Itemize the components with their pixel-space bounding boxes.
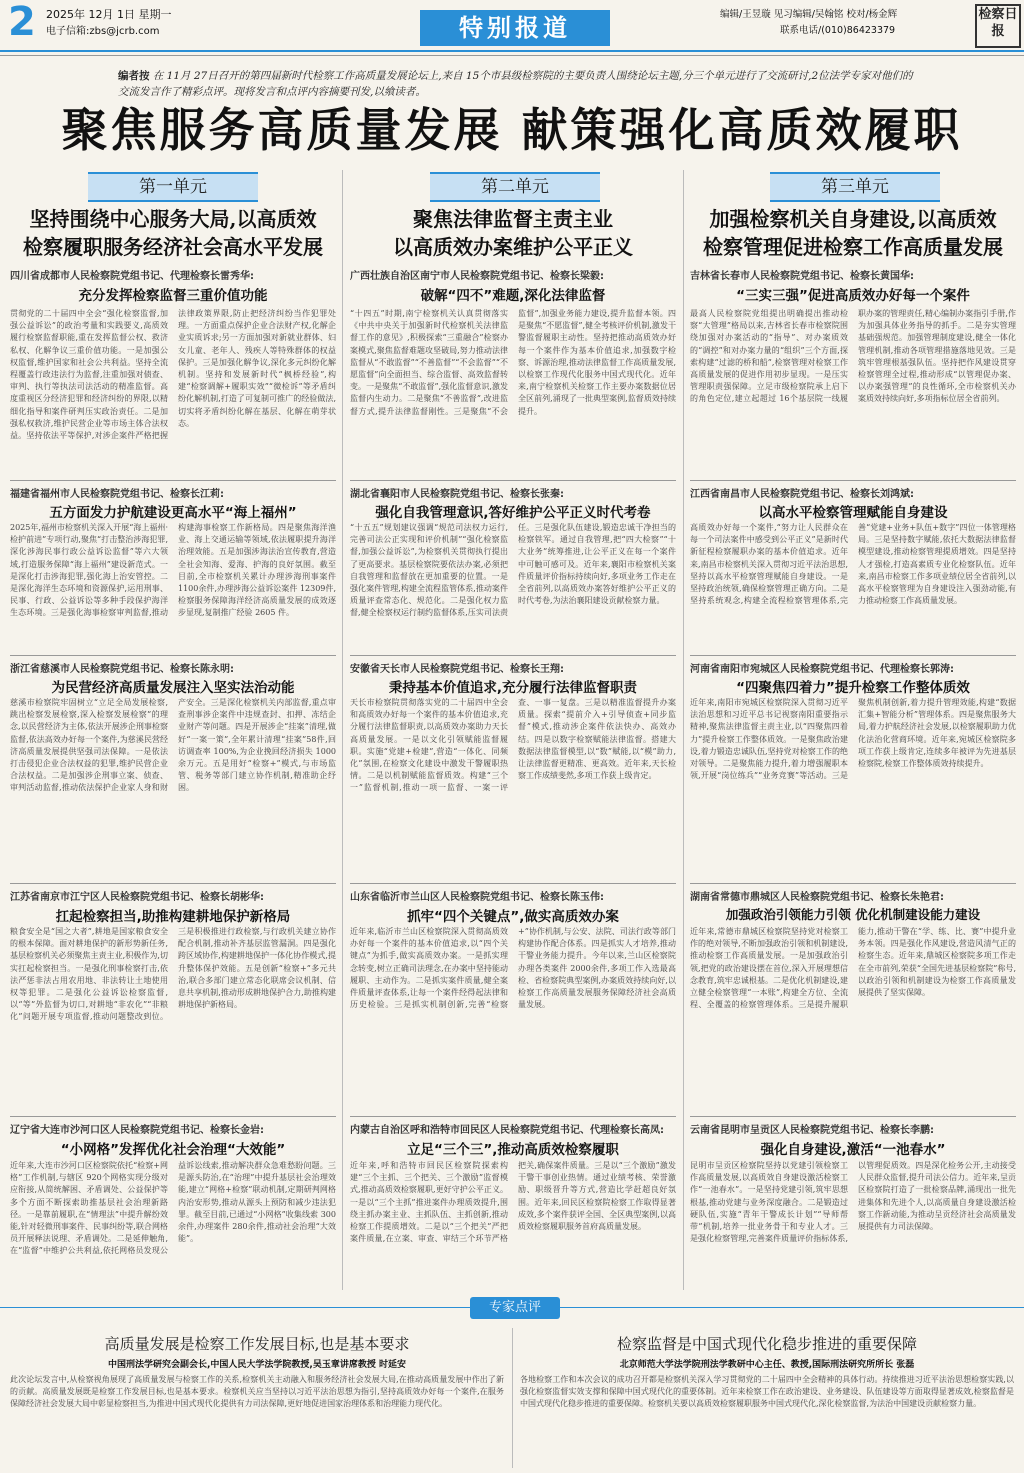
article-body: “十五五”规划建议强调“规范司法权力运行,完善司法公正实现和评价机制”“强化检察监督,加强公益诉讼”,为检察机关贯彻执行提出了更高要求。基层检察院要依法办案,必须把自我管理和监督放在更加重要的位置。一是强化案件管理,构建全流程监管体系,推动案件质量评查常态化、规范化。二是强化权力监督,健全检察权运行制约监督体系,压实司法责任。三是强化队伍建设,锻造忠诚干净担当的检察铁军。通过自我管理,把“四大检察”“十大业务”统筹推进,让公平正义在每一个案件中可触可感可及。近年来,襄阳市检察机关案件质量评价指标持续向好,多项业务工作走在全省前列,以高质效办案答好维护公平正义的时代考卷,为法治襄阳建设贡献检察力量。 (350, 523, 676, 618)
section-title: 特别报道 (420, 10, 610, 46)
article-separator (350, 480, 676, 481)
header-rule-thin (0, 55, 1024, 56)
unit-3-title-line1: 加强检察机关自身建设,以高质效 (709, 207, 997, 231)
commentary-title: 高质量发展是检察工作发展目标,也是基本要求 (104, 1335, 410, 1353)
article-separator (10, 655, 336, 656)
column-divider (512, 1328, 513, 1468)
commentary-body: 各地检察工作和本次会议的成功召开都是检察机关深入学习贯彻党的二十届四中全会精神的具体行动。持续推进习近平法治思想检察实践,以强化检察监督实效支撑和保障中国式现代化的重要体制。近年来检察工作在政治建设、业务建设、队伍建设等方面取得显著成效,检察监督是中国式现代化稳步推进的重要保障。检察机关要以高质效检察履职服务中国式现代化,深化检察监督,为法治中国建设贡献检察力量。 (520, 1375, 1014, 1408)
article-body: 粮食安全是“国之大者”,耕地是国家粮食安全的根本保障。面对耕地保护的新形势新任务,基层检察机关必须聚焦主责主业,积极作为,切实扛起检察担当。一是强化刑事检察打击,依法严惩非法占用农用地、非法转让土地使用权等犯罪。二是强化公益诉讼检察监督,以“等”外监督为切口,对耕地“非农化”“非粮化”问题开展专项监督,推动问题整改到位。三是积极推进行政检察,与行政机关建立协作配合机制,推动补齐基层监管漏洞。四是强化跨区域协作,构建耕地保护一体化协作模式,提升整体保护效能。五是创新“检察+”多元共治,联合多部门建立常态化联席会议机制、信息共享机制,推动形成耕地保护合力,助推构建耕地保护新格局。 (10, 927, 336, 1022)
article-byline: 福建省福州市人民检察院党组书记、检察长江莉: (10, 489, 224, 500)
commentary-author: 中国刑法学研究会副会长,中国人民大学法学院教授,吴玉章讲席教授 时延安 (108, 1360, 406, 1370)
article-byline: 四川省成都市人民检察院党组书记、代理检察长雷秀华: (10, 271, 254, 282)
article-separator (10, 480, 336, 481)
article-title: “小网格”发挥优化社会治理“大效能” (60, 1142, 286, 1158)
headline: 聚焦服务高质量发展 献策强化高质效履职 (61, 103, 963, 157)
article-separator (690, 883, 1016, 884)
email: 电子信箱:zbs@jcrb.com (46, 26, 160, 37)
article-body: 近年来,南阳市宛城区检察院深入贯彻习近平法治思想和习近平总书记视察南阳重要指示精神,聚焦法律监督主责主业,以“四聚焦四着力”提升检察工作整体质效。一是聚焦政治建设,着力锻造忠诚队伍,坚持党对检察工作的绝对领导。二是聚焦能力提升,着力增强履职本领,开展“岗位练兵”“业务竞赛”等活动。三是聚焦机制创新,着力提升管理效能,构建“数据汇集+智能分析”管理体系。四是聚焦服务大局,着力护航经济社会发展,以检察履职助力优化法治化营商环境。近年来,宛城区检察院多项工作获上级肯定,连续多年被评为先进基层检察院,检察工作整体质效持续提升。 (690, 698, 1016, 781)
editor-note (118, 68, 918, 100)
unit-2-title-line1: 聚焦法律监督主责主业 (413, 207, 613, 231)
unit-1-title (6, 205, 340, 261)
article-title: “三实三强”促进高质效办好每一个案件 (736, 288, 970, 304)
editor-note-text: 在 11月 27日召开的第四届新时代检察工作高质量发展论坛上,来自 15个市县级检察院的主要负责人围绕论坛主题,分三个单元进行了交流研讨,2位法学专家对他们的交流发言作了精彩点评。现将发言和点评内容摘要刊发,以飨读者。 (118, 70, 913, 98)
editor-note-label: 编者按 (118, 70, 150, 82)
article-title: 为民营经济高质量发展注入坚实法治动能 (51, 680, 295, 696)
phone: 联系电话/(010)86423379 (780, 25, 896, 36)
article-byline: 内蒙古自治区呼和浩特市回民区人民检察院党组书记、代理检察长高凤: (350, 1125, 664, 1136)
publish-date: 2025年 12月 1日 星期一 (46, 8, 172, 21)
article-separator (690, 655, 1016, 656)
article-title: 加强政治引领能力引领 优化机制建设能力建设 (725, 907, 981, 922)
commentary-body: 此次论坛发言中,从检察视角展现了高质量发展与检察工作的关系,检察机关主动融入和服务经济社会发展大局,在推动高质量发展中作出了新的贡献。高质量发展既是检察工作发展目标,也是基本要求。检察机关应当坚持以习近平法治思想为指引,坚持高质效办好每一个案件,在服务保障经济社会发展大局中彰显检察担当,为推进中国式现代化提供有力司法保障,更好地促进国家治理体系和治理能力现代化。 (10, 1375, 504, 1408)
unit-1-title-line1: 坚持围绕中心服务大局,以高质效 (29, 207, 317, 231)
article-byline: 浙江省慈溪市人民检察院党组书记、检察长陈永明: (10, 664, 234, 675)
column-divider (683, 170, 684, 1290)
article-byline: 云南省昆明市呈贡区人民检察院党组书记、检察长李鹏: (690, 1125, 934, 1136)
article-byline: 江苏省南京市江宁区人民检察院党组书记、检察长胡彬华: (10, 892, 264, 903)
header-rule (0, 50, 1024, 52)
article-byline: 安徽省天长市人民检察院党组书记、检察长王翔: (350, 664, 564, 675)
article-byline: 湖南省常德市鼎城区人民检察院党组书记、检察长朱艳君: (690, 892, 944, 903)
article-byline: 广西壮族自治区南宁市人民检察院党组书记、检察长梁毅: (350, 271, 604, 282)
article-body: 近年来,大连市沙河口区检察院依托“检察+网格”工作机制,与辖区 920个网格实现分级对应衔接,从简统解困、矛盾调处、公益保护等多个方面不断探索助推基层社会治理新路径。一是靠前履职,在“情理法”中提升解纷效能,针对轻微刑事案件、民事纠纷等,联合网格员开展释法说理、矛盾调处。二是延伸触角,在“监督”中维护公共利益,依托网格员发现公益诉讼线索,推动解决群众急难愁盼问题。三是源头防治,在“治理”中提升基层社会治理效能,建立“网格+检察”联动机制,定期研判网格内治安形势,推动从源头上预防和减少违法犯罪。截至目前,已通过“小网格”收集线索 300余件,办理案件 280余件,推动社会治理“大效能”。 (10, 1161, 336, 1256)
article-title: 以高水平检察管理赋能自身建设 (758, 505, 948, 521)
article-body: 近年来,呼和浩特市回民区检察院探索构建“三个主抓、三个把关、三个激励”监督模式,推动高质效检察履职,更好守护公平正义。一是以“三个主抓”推进案件办理质效提升,围绕主抓办案主业、主抓队伍、主抓创新,推动检察工作提质增效。二是以“三个把关”严把案件质量,在立案、审查、审结三个环节严格把关,确保案件质量。三是以“三个激励”激发干警干事创业热情。通过业绩考核、荣誉激励、职级晋升等方式,营造比学赶超良好氛围。近年来,回民区检察院检察工作取得显著成效,多个案件获评全国、全区典型案例,以高质效检察履职服务首府高质量发展。 (350, 1161, 676, 1244)
article-body: 近年来,临沂市兰山区检察院深入贯彻高质效办好每一个案件的基本价值追求,以“四个关键点”为抓手,做实高质效办案。一是抓实理念转变,树立正确司法理念,在办案中坚持能动履职、主动作为。二是抓实案件质量,健全案件质量评查体系,让每一个案件经得起法律和历史检验。三是抓实机制创新,完善“检察+”协作机制,与公安、法院、司法行政等部门构建协作配合体系。四是抓实人才培养,推动干警业务能力提升。今年以来,兰山区检察院办理各类案件 2000余件,多项工作入选最高检、省检察院典型案例,办案质效持续向好,以检察工作高质量发展服务保障经济社会高质量发展。 (350, 927, 676, 1010)
article-title: 强化自身建设,激活“一池春水” (760, 1142, 946, 1158)
article-title: 破解“四不”难题,深化法律监督 (420, 288, 606, 304)
article-byline: 辽宁省大连市沙河口区人民检察院党组书记、检察长金岩: (10, 1125, 264, 1136)
unit-1-tag: 第一单元 (88, 172, 258, 202)
article-body: 近年来,常德市鼎城区检察院坚持党对检察工作的绝对领导,不断加强政治引领和机制建设,推动检察工作高质量发展。一是加强政治引领,把党的政治建设摆在首位,深入开展理想信念教育,筑牢忠诚根基。二是优化机制建设,建立健全检察管理“一本账”,构建全方位、全流程、全覆盖的检察管理体系。三是提升履职能力,推动干警在“学、练、比、赛”中提升业务本领。四是强化作风建设,营造风清气正的检察生态。近年来,鼎城区检察院多项工作走在全市前列,荣获“全国先进基层检察院”称号,以政治引领和机制建设为检察工作高质量发展提供了坚实保障。 (690, 927, 1016, 1010)
article-title: 五方面发力护航建设更高水平“海上福州” (49, 505, 297, 521)
article-body: 最高人民检察院党组提出明确提出推动检察“大管理”格局以来,吉林省长春市检察院围绕加强对办案活动的“指导”、对办案质效的“调控”和对办案力量的“组织”三个方面,探索构建“过滤的桥和船”,检察管理对检察工作高质量发展的促进作用初步显现。一是压实管理职责强保障。立足市级检察院承上启下的角色定位,建立起超过 16个基层院一线履职办案的管理责任,精心编制办案指引手册,作为加强具体业务指导的抓手。二是夯实管理基础强规范。加强管理制度建设,健全一体化管理机制,推动各项管理措施落地见效。三是筑牢管理根基强队伍。坚持把作风建设贯穿检察管理全过程,推动形成“以管理促办案、以办案强管理”的良性循环,全市检察机关办案质效持续向好,多项指标位居全省前列。 (690, 309, 1016, 404)
unit-2-title (346, 205, 680, 261)
article-separator (350, 655, 676, 656)
article-byline: 湖北省襄阳市人民检察院党组书记、检察长张秦: (350, 489, 564, 500)
newspaper-logo: 检察日报 (975, 4, 1021, 48)
article-byline: 山东省临沂市兰山区人民检察院党组书记、检察长陈玉伟: (350, 892, 604, 903)
article-body: 高质效办好每一个案件,“努力让人民群众在每一个司法案件中感受到公平正义”是新时代新征程检察履职办案的基本价值追求。近年来,南昌市检察机关深入贯彻习近平法治思想,坚持以高水平检察管理赋能自身建设。一是坚持政治统领,确保检察管理正确方向。二是坚持系统观念,构建全流程检察管理体系,完善“党建+业务+队伍+数字”四位一体管理格局。三是坚持数字赋能,依托大数据法律监督模型建设,推动检察管理提质增效。四是坚持人才强检,打造高素质专业化检察队伍。近年来,南昌市检察工作多项业绩位居全省前列,以高水平检察管理为自身建设注入强劲动能,有力推动检察工作高质量发展。 (690, 523, 1016, 606)
editors: 编辑/王昱璇 见习编辑/吴翰铭 校对/杨金辉 (720, 9, 898, 20)
article-separator (10, 883, 336, 884)
article-title: 秉持基本价值追求,充分履行法律监督职责 (388, 680, 638, 696)
article-separator (10, 1116, 336, 1117)
article-title: 充分发挥检察监督三重价值功能 (78, 288, 268, 304)
article-separator (350, 883, 676, 884)
unit-3-title-line2: 检察管理促进检察工作高质量发展 (703, 235, 1003, 259)
unit-2-title-line2: 以高质效办案维护公平正义 (393, 235, 633, 259)
unit-2-tag: 第二单元 (430, 172, 600, 202)
article-separator (690, 480, 1016, 481)
article-separator (350, 1116, 676, 1117)
commentary-author: 北京师范大学法学院刑法学教研中心主任、教授,国际刑法研究所所长 张磊 (619, 1360, 915, 1370)
article-byline: 河南省南阳市宛城区人民检察院党组书记、代理检察长郭涛: (690, 664, 954, 675)
article-title: 立足“三个三”,推动高质效检察履职 (407, 1142, 619, 1158)
article-body: 贯彻党的二十届四中全会“强化检察监督,加强公益诉讼”的政治考量和实践要义,高质效履行检察监督职能,重在发挥监督公权、救济私权、化解争议三重价值功能。一是加强公权监督,维护国家和社会公共利益。坚持全流程覆盖行政违法行为监督,注重加强对债查、审判、执行等执法司法活动的精准监督。高度重视区分经济犯罪和经济纠纷的界限,以精细化指导和案件研判压实政治责任。二是加强私权救济,维护民营企业等市场主体合法权益。坚持依法平等保护,对涉企案件严格把握法律政策界限,防止把经济纠纷当作犯罪处理。一方面重点保护企业合法财产权,化解企业实质诉求;另一方面加强对新就业群体、妇女儿童、老年人、残疾人等特殊群体的权益保护。三是加强化解争议,深化多元纠纷化解机制。坚持和发展新时代“枫桥经验”,构建“检察调解+履职实效”“微检诉”等矛盾纠纷化解机制,打造了可复制可推广的经验做法,切实将矛盾纠纷化解在基层、化解在萌芽状态。 (10, 309, 336, 441)
article-title: 强化自我管理意识,答好维护公平正义时代考卷 (375, 505, 651, 521)
unit-1-title-line2: 检察履职服务经济社会高水平发展 (23, 235, 323, 259)
commentary-label: 专家点评 (470, 1297, 560, 1319)
article-body: 天长市检察院贯彻落实党的二十届四中全会和高质效办好每一个案件的基本价值追求,充分履行法律监督职责,以高质效办案助力天长高质量发展。一是以文化引领赋能监督履职。实施“党建+检建”,营造“一体化、同频化”氛围,在检察文化建设中激发干警履职热情。二是以机制赋能监督质效。构建“三个一”监督机制,推动一项一监督、一案一评查、一事一复盘。三是以精准监督提升办案质量。探索“提前介入+引导侦查+同步监督”模式,推动涉企案件依法快办、高效办结。四是以数字检察赋能法律监督。搭建大数据法律监督模型,以“数”赋能,以“模”助力,让法律监督更精准、更高效。近年来,天长检察工作成绩斐然,多项工作获上级肯定。 (350, 698, 676, 793)
article-body: 慈溪市检察院牢固树立“立足全局发展检察,跳出检察发展检察,深入检察发展检察”的理念,以民营经济为主体,依法开展涉企刑事检察监督,依法高效办好每一个案件,为慈溪民营经济高质量发展提供坚强司法保障。一是依法打击侵犯企业合法权益的犯罪,维护民营企业合法权益。二是加强涉企刑事立案、侦查、审判活动监督,推动依法保护企业家人身和财产安全。三是深化检察机关内部监督,重点审查刑事涉企案件中违规查封、扣押、冻结企业财产等问题。四是开展涉企“挂案”清理,做好“一案一策”,全年累计清理“挂案”58件,回访调查率 100%,为企业挽回经济损失 1000余万元。五是用好“检察+”模式,与市场监管、税务等部门建立协作机制,精准助企纾困。 (10, 698, 336, 793)
column-divider (342, 170, 343, 1290)
unit-3-tag: 第三单元 (770, 172, 940, 202)
article-title: 抓牢“四个关键点”,做实高质效办案 (407, 909, 619, 925)
article-body: 2025年,福州市检察机关深入开展“海上福州·检护前进”专项行动,聚焦“打击整治涉海犯罪,深化涉海民事行政公益诉讼监督”等六大领域,打造服务保障“海上福州”建设新范式。一是深化打击涉海犯罪,强化海上治安管控。二是深化海洋生态环境和资源保护,运用刑事、民事、行政、公益诉讼等多种手段保护海洋生态环境。三是强化海事检察审判监督,推动构建海事检察工作新格局。四是聚焦海洋渔业、海上交通运输等领域,依法履职提升海洋治理效能。五是加强涉海法治宣传教育,营造全社会知海、爱海、护海的良好氛围。截至目前,全市检察机关累计办理涉海刑事案件 1100余件,办理涉海公益诉讼案件 12309件,检察服务保障海洋经济高质量发展的成效逐步显现,复制推广经验 2605 件。 (10, 523, 336, 618)
article-byline: 江西省南昌市人民检察院党组书记、检察长刘鸿斌: (690, 489, 914, 500)
commentary-title: 检察监督是中国式现代化稳步推进的重要保障 (616, 1335, 917, 1353)
article-body: “十四五”时期,南宁检察机关认真贯彻落实《中共中央关于加强新时代检察机关法律监督工作的意见》,积极探索“三重融合”检察办案模式,聚焦监督难题攻坚破局,努力推动法律监督从“不敢监督”“不善监督”“不会监督”“不愿监督”向全面担当、综合监督、高效监督转变。一是聚焦“不敢监督”,强化监督意识,激发监督内生动力。二是聚焦“不善监督”,改进监督方式,提升法律监督刚性。三是聚焦“不会监督”,加强业务能力建设,提升监督本领。四是聚焦“不愿监督”,健全考核评价机制,激发干警监督履职主动性。坚持把推动高质效办好每一个案件作为基本价值追求,加强数字检察、诉源治理,推动法律监督工作高质量发展,以检察工作现代化服务中国式现代化。近年来,南宁检察机关检察工作主要办案数据位居全区前列,涌现了一批典型案例,监督质效持续提升。 (350, 309, 676, 416)
page-number: 2 (8, 0, 36, 45)
article-body: 昆明市呈贡区检察院坚持以党建引领检察工作高质量发展,以高质效自身建设激活检察工作“一池春水”。一是坚持党建引领,筑牢思想根基,推动党建与业务深度融合。二是锻造过硬队伍,实施“青年干警成长计划”“导师帮带”机制,培养一批业务骨干和专业人才。三是强化检察管理,完善案件质量评价指标体系,以管理促质效。四是深化检务公开,主动接受人民群众监督,提升司法公信力。近年来,呈贡区检察院打造了一批检察品牌,涌现出一批先进集体和先进个人,以高质量自身建设激活检察工作新动能,为推动呈贡经济社会高质量发展提供有力司法保障。 (690, 1161, 1016, 1244)
article-title: 扛起检察担当,助推构建耕地保护新格局 (55, 909, 291, 925)
article-title: “四聚焦四着力”提升检察工作整体质效 (736, 680, 970, 696)
article-separator (690, 1116, 1016, 1117)
article-byline: 吉林省长春市人民检察院党组书记、检察长黄国华: (690, 271, 914, 282)
unit-3-title (686, 205, 1020, 261)
